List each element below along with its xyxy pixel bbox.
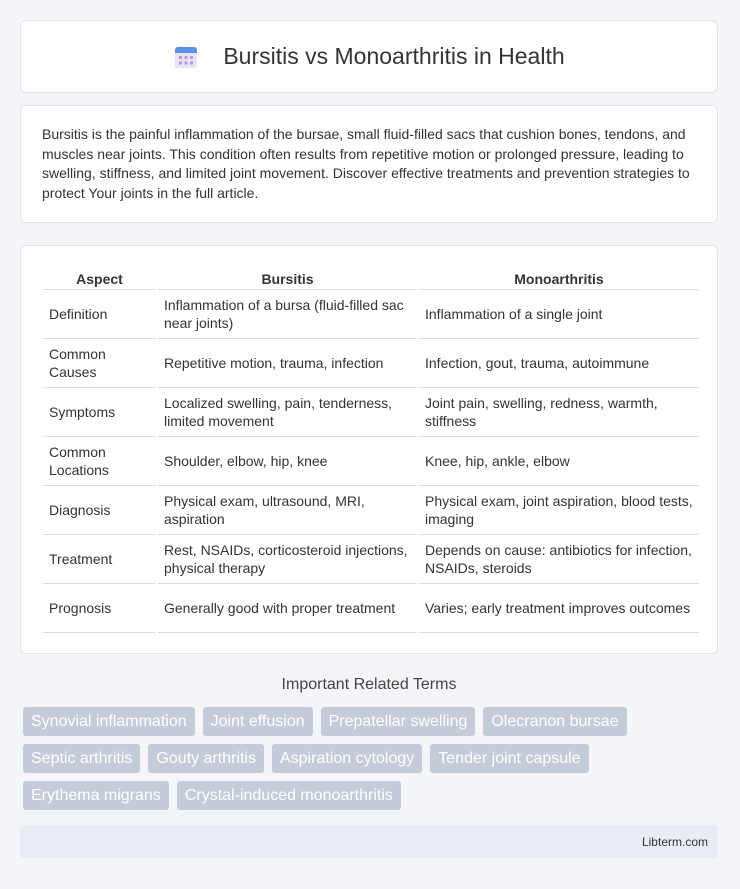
header-bursitis: Bursitis [158, 263, 417, 290]
related-terms-tags [23, 707, 713, 810]
header-card [20, 20, 718, 93]
bursitis-cell: Rest, NSAIDs, corticosteroid injections, physical therapy [158, 535, 417, 584]
header-aspect: Aspect [43, 263, 156, 290]
intro-card [20, 105, 718, 223]
tag-joint-effusion[interactable]: Joint effusion [203, 707, 313, 736]
table-row [43, 486, 699, 535]
monoarthritis-cell: Inflammation of a single joint [419, 290, 699, 339]
aspect-cell: Common Causes [43, 339, 156, 388]
aspect-cell: Common Locations [43, 437, 156, 486]
monoarthritis-cell: Infection, gout, trauma, autoimmune [419, 339, 699, 388]
calendar-icon [173, 44, 199, 70]
table-row [43, 339, 699, 388]
monoarthritis-cell: Depends on cause: antibiotics for infection, NSAIDs, steroids [419, 535, 699, 584]
related-terms-title: Important Related Terms [281, 676, 457, 693]
bursitis-cell: Localized swelling, pain, tenderness, limited movement [158, 388, 417, 437]
bursitis-cell: Inflammation of a bursa (fluid-filled sac near joints) [158, 290, 417, 339]
intro-text: Bursitis is the painful inflammation of the bursae, small fluid-filled sacs that cushion bones, tendons, and muscles near joints. This condition often results from repetitive motion or prolonged pressure, leading to swelling, stiffness, and limited joint movement. Discover effective treatments and prevention strategies to protect Your joints in the full article. [42, 126, 690, 201]
comparison-table [41, 263, 701, 633]
tag-olecranon-bursae[interactable]: Olecranon bursae [483, 707, 626, 736]
aspect-cell: Symptoms [43, 388, 156, 437]
bursitis-cell: Repetitive motion, trauma, infection [158, 339, 417, 388]
tag-synovial-inflammation[interactable]: Synovial inflammation [23, 707, 195, 736]
tag-tender-joint-capsule[interactable]: Tender joint capsule [430, 744, 588, 773]
table-row [43, 290, 699, 339]
tag-crystal-induced-monoarthritis[interactable]: Crystal-induced monoarthritis [177, 781, 401, 810]
tag-septic-arthritis[interactable]: Septic arthritis [23, 744, 140, 773]
bursitis-cell: Physical exam, ultrasound, MRI, aspiration [158, 486, 417, 535]
header-monoarthritis: Monoarthritis [419, 263, 699, 290]
tag-prepatellar-swelling[interactable]: Prepatellar swelling [321, 707, 476, 736]
tag-aspiration-cytology[interactable]: Aspiration cytology [272, 744, 422, 773]
table-row [43, 437, 699, 486]
bursitis-cell: Shoulder, elbow, hip, knee [158, 437, 417, 486]
table-row [43, 584, 699, 633]
footer-site-link[interactable]: Libterm.com [641, 834, 708, 849]
aspect-cell: Prognosis [43, 584, 156, 633]
tag-erythema-migrans[interactable]: Erythema migrans [23, 781, 169, 810]
monoarthritis-cell: Knee, hip, ankle, elbow [419, 437, 699, 486]
monoarthritis-cell: Physical exam, joint aspiration, blood tests, imaging [419, 486, 699, 535]
comparison-card [20, 245, 718, 654]
aspect-cell: Diagnosis [43, 486, 156, 535]
table-row [43, 535, 699, 584]
monoarthritis-cell: Varies; early treatment improves outcomes [419, 584, 699, 633]
aspect-cell: Definition [43, 290, 156, 339]
bursitis-cell: Generally good with proper treatment [158, 584, 417, 633]
table-row [43, 388, 699, 437]
tag-gouty-arthritis[interactable]: Gouty arthritis [148, 744, 264, 773]
table-header-row [43, 263, 699, 290]
footer [20, 825, 718, 858]
page-title: Bursitis vs Monoarthritis in Health [223, 43, 565, 69]
aspect-cell: Treatment [43, 535, 156, 584]
monoarthritis-cell: Joint pain, swelling, redness, warmth, stiffness [419, 388, 699, 437]
